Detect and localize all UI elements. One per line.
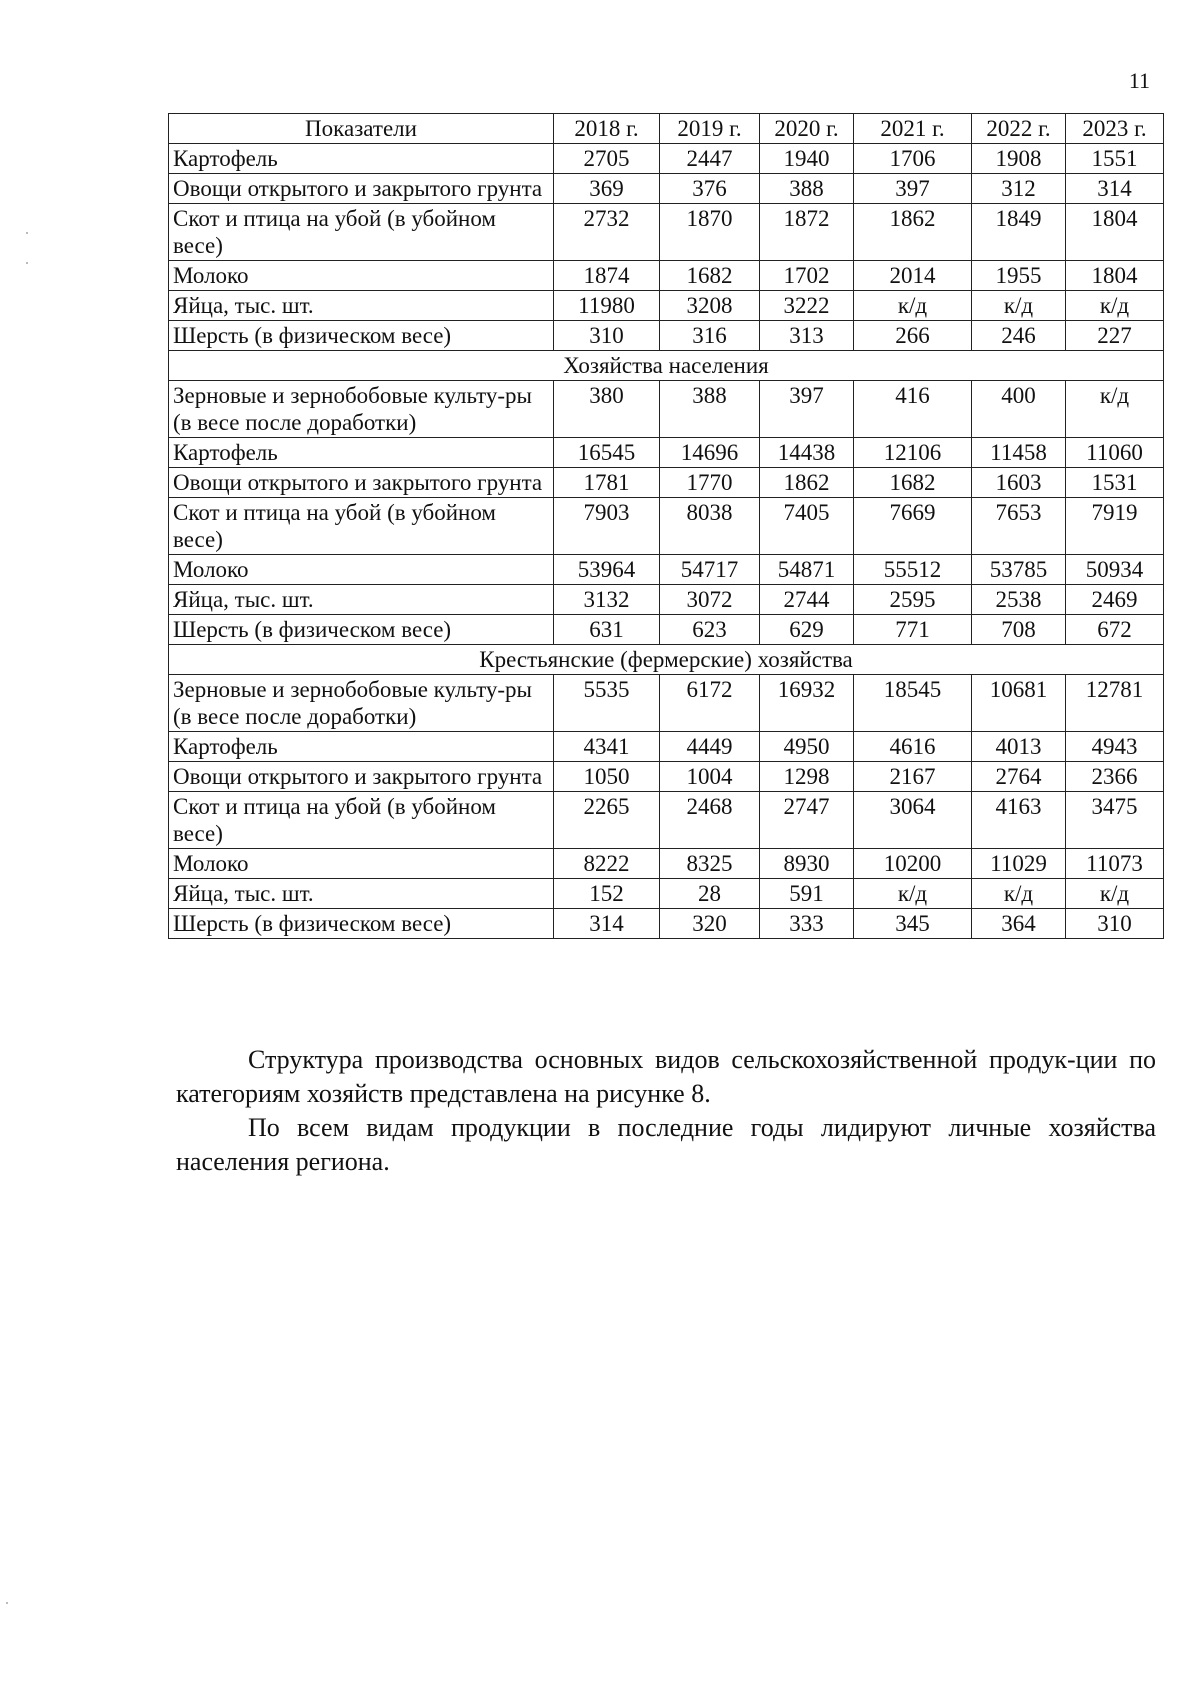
row-value: 7669 bbox=[854, 498, 972, 555]
paragraph-leaders: По всем видам продукции в последние годы лидируют личные хозяйства населения региона. bbox=[176, 1113, 1156, 1176]
row-value: к/д bbox=[1066, 291, 1164, 321]
row-value: 1781 bbox=[554, 468, 660, 498]
row-value: к/д bbox=[1066, 879, 1164, 909]
row-value: 3208 bbox=[660, 291, 760, 321]
row-value: 3132 bbox=[554, 585, 660, 615]
row-value: 2705 bbox=[554, 144, 660, 174]
row-value: 227 bbox=[1066, 321, 1164, 351]
row-value: 16932 bbox=[760, 675, 854, 732]
row-value: 10200 bbox=[854, 849, 972, 879]
row-label: Молоко bbox=[169, 555, 554, 585]
row-value: 1804 bbox=[1066, 261, 1164, 291]
row-value: 312 bbox=[972, 174, 1066, 204]
row-value: 7903 bbox=[554, 498, 660, 555]
table-row bbox=[169, 732, 1164, 762]
row-value: 1298 bbox=[760, 762, 854, 792]
paragraph-structure: Структура производства основных видов сельскохозяйственной продук-ции по категориям хозяйств представлена на рисунке 8. bbox=[176, 1045, 1156, 1108]
row-value: 4616 bbox=[854, 732, 972, 762]
row-value: 314 bbox=[1066, 174, 1164, 204]
row-value: 1050 bbox=[554, 762, 660, 792]
row-value: 1955 bbox=[972, 261, 1066, 291]
row-value: 54717 bbox=[660, 555, 760, 585]
section-households-title: Хозяйства населения bbox=[169, 351, 1164, 381]
row-value: 11980 bbox=[554, 291, 660, 321]
row-value: 310 bbox=[1066, 909, 1164, 939]
row-value: 345 bbox=[854, 909, 972, 939]
header-year-2023: 2023 г. bbox=[1066, 114, 1164, 144]
row-value: 7405 bbox=[760, 498, 854, 555]
row-value: 388 bbox=[760, 174, 854, 204]
row-value: 5535 bbox=[554, 675, 660, 732]
row-value: 313 bbox=[760, 321, 854, 351]
row-value: 631 bbox=[554, 615, 660, 645]
table-row bbox=[169, 879, 1164, 909]
row-label: Картофель bbox=[169, 732, 554, 762]
row-value: 11060 bbox=[1066, 438, 1164, 468]
row-value: 1702 bbox=[760, 261, 854, 291]
row-value: 1940 bbox=[760, 144, 854, 174]
row-value: 2014 bbox=[854, 261, 972, 291]
table-row bbox=[169, 675, 1164, 732]
row-label: Молоко bbox=[169, 261, 554, 291]
table-row bbox=[169, 909, 1164, 939]
row-value: 1804 bbox=[1066, 204, 1164, 261]
section-households-row bbox=[169, 351, 1164, 381]
section-farms-title: Крестьянские (фермерские) хозяйства bbox=[169, 645, 1164, 675]
row-value: 8038 bbox=[660, 498, 760, 555]
table-row bbox=[169, 291, 1164, 321]
table-row bbox=[169, 321, 1164, 351]
row-label: Скот и птица на убой (в убойном весе) bbox=[169, 498, 554, 555]
row-value: 12781 bbox=[1066, 675, 1164, 732]
header-year-2019: 2019 г. bbox=[660, 114, 760, 144]
table-row bbox=[169, 438, 1164, 468]
row-value: 3064 bbox=[854, 792, 972, 849]
row-value: 310 bbox=[554, 321, 660, 351]
row-value: 1551 bbox=[1066, 144, 1164, 174]
row-value: 2747 bbox=[760, 792, 854, 849]
row-value: 2538 bbox=[972, 585, 1066, 615]
row-value: 4950 bbox=[760, 732, 854, 762]
row-label: Овощи открытого и закрытого грунта bbox=[169, 468, 554, 498]
row-value: 1682 bbox=[854, 468, 972, 498]
row-label: Яйца, тыс. шт. bbox=[169, 585, 554, 615]
row-value: 320 bbox=[660, 909, 760, 939]
table-row bbox=[169, 849, 1164, 879]
row-value: 7653 bbox=[972, 498, 1066, 555]
header-year-2018: 2018 г. bbox=[554, 114, 660, 144]
section-farms-row bbox=[169, 645, 1164, 675]
row-value: 3475 bbox=[1066, 792, 1164, 849]
row-value: к/д bbox=[972, 291, 1066, 321]
row-value: 2265 bbox=[554, 792, 660, 849]
row-value: 4943 bbox=[1066, 732, 1164, 762]
table-row bbox=[169, 381, 1164, 438]
table-row bbox=[169, 498, 1164, 555]
table-row bbox=[169, 174, 1164, 204]
row-value: 16545 bbox=[554, 438, 660, 468]
row-value: 2744 bbox=[760, 585, 854, 615]
row-value: 771 bbox=[854, 615, 972, 645]
row-value: 1908 bbox=[972, 144, 1066, 174]
row-value: 8325 bbox=[660, 849, 760, 879]
row-value: 11073 bbox=[1066, 849, 1164, 879]
row-value: 376 bbox=[660, 174, 760, 204]
row-value: 591 bbox=[760, 879, 854, 909]
row-label: Шерсть (в физическом весе) bbox=[169, 909, 554, 939]
row-value: 629 bbox=[760, 615, 854, 645]
row-value: к/д bbox=[1066, 381, 1164, 438]
row-value: 400 bbox=[972, 381, 1066, 438]
table-row bbox=[169, 468, 1164, 498]
row-value: 316 bbox=[660, 321, 760, 351]
scan-speck bbox=[26, 262, 28, 264]
row-value: 1603 bbox=[972, 468, 1066, 498]
row-value: 14438 bbox=[760, 438, 854, 468]
row-label: Яйца, тыс. шт. bbox=[169, 291, 554, 321]
row-value: к/д bbox=[854, 291, 972, 321]
row-value: 2468 bbox=[660, 792, 760, 849]
row-value: 54871 bbox=[760, 555, 854, 585]
row-value: 1862 bbox=[854, 204, 972, 261]
row-value: 152 bbox=[554, 879, 660, 909]
row-value: 11029 bbox=[972, 849, 1066, 879]
row-value: 708 bbox=[972, 615, 1066, 645]
table-header-row bbox=[169, 114, 1164, 144]
row-value: 50934 bbox=[1066, 555, 1164, 585]
row-label: Картофель bbox=[169, 438, 554, 468]
row-value: 12106 bbox=[854, 438, 972, 468]
page-number: 11 bbox=[1128, 68, 1150, 93]
row-value: 1870 bbox=[660, 204, 760, 261]
row-label: Скот и птица на убой (в убойном весе) bbox=[169, 792, 554, 849]
table-row bbox=[169, 261, 1164, 291]
table-row bbox=[169, 792, 1164, 849]
header-indicators: Показатели bbox=[169, 114, 554, 144]
row-label: Зерновые и зернобобовые культу-ры (в весе после доработки) bbox=[169, 381, 554, 438]
row-value: 2732 bbox=[554, 204, 660, 261]
row-value: 1862 bbox=[760, 468, 854, 498]
row-value: 397 bbox=[854, 174, 972, 204]
row-label: Молоко bbox=[169, 849, 554, 879]
row-value: 2447 bbox=[660, 144, 760, 174]
row-value: 6172 bbox=[660, 675, 760, 732]
row-value: 3072 bbox=[660, 585, 760, 615]
row-label: Зерновые и зернобобовые культу-ры (в весе после доработки) bbox=[169, 675, 554, 732]
table-row bbox=[169, 615, 1164, 645]
row-value: 397 bbox=[760, 381, 854, 438]
row-value: 1872 bbox=[760, 204, 854, 261]
header-year-2020: 2020 г. bbox=[760, 114, 854, 144]
row-value: 2595 bbox=[854, 585, 972, 615]
production-table bbox=[168, 113, 1164, 939]
row-label: Овощи открытого и закрытого грунта bbox=[169, 762, 554, 792]
row-value: 314 bbox=[554, 909, 660, 939]
row-value: 380 bbox=[554, 381, 660, 438]
row-label: Картофель bbox=[169, 144, 554, 174]
table-row bbox=[169, 204, 1164, 261]
row-value: 2469 bbox=[1066, 585, 1164, 615]
table-row bbox=[169, 762, 1164, 792]
row-value: 4163 bbox=[972, 792, 1066, 849]
row-value: 388 bbox=[660, 381, 760, 438]
header-year-2021: 2021 г. bbox=[854, 114, 972, 144]
row-value: 10681 bbox=[972, 675, 1066, 732]
row-value: 416 bbox=[854, 381, 972, 438]
row-value: 1531 bbox=[1066, 468, 1164, 498]
row-value: 3222 bbox=[760, 291, 854, 321]
row-value: 28 bbox=[660, 879, 760, 909]
scan-speck bbox=[26, 232, 28, 234]
table-row bbox=[169, 585, 1164, 615]
row-value: 1874 bbox=[554, 261, 660, 291]
row-value: 8222 bbox=[554, 849, 660, 879]
row-value: 672 bbox=[1066, 615, 1164, 645]
row-value: 4449 bbox=[660, 732, 760, 762]
table-row bbox=[169, 144, 1164, 174]
row-label: Шерсть (в физическом весе) bbox=[169, 615, 554, 645]
scan-speck bbox=[6, 1602, 8, 1604]
row-value: 1770 bbox=[660, 468, 760, 498]
row-label: Шерсть (в физическом весе) bbox=[169, 321, 554, 351]
row-label: Овощи открытого и закрытого грунта bbox=[169, 174, 554, 204]
table-body bbox=[169, 144, 1164, 939]
row-value: к/д bbox=[972, 879, 1066, 909]
row-value: 8930 bbox=[760, 849, 854, 879]
row-value: 11458 bbox=[972, 438, 1066, 468]
row-value: 364 bbox=[972, 909, 1066, 939]
row-value: 4341 bbox=[554, 732, 660, 762]
row-value: 1682 bbox=[660, 261, 760, 291]
row-value: 53785 bbox=[972, 555, 1066, 585]
row-value: 333 bbox=[760, 909, 854, 939]
row-value: 246 bbox=[972, 321, 1066, 351]
row-value: 1004 bbox=[660, 762, 760, 792]
row-value: 2167 bbox=[854, 762, 972, 792]
table-row bbox=[169, 555, 1164, 585]
row-value: 53964 bbox=[554, 555, 660, 585]
row-label: Яйца, тыс. шт. bbox=[169, 879, 554, 909]
row-value: 4013 bbox=[972, 732, 1066, 762]
row-value: 2764 bbox=[972, 762, 1066, 792]
row-value: 1706 bbox=[854, 144, 972, 174]
row-value: 55512 bbox=[854, 555, 972, 585]
row-value: к/д bbox=[854, 879, 972, 909]
row-label: Скот и птица на убой (в убойном весе) bbox=[169, 204, 554, 261]
row-value: 18545 bbox=[854, 675, 972, 732]
row-value: 623 bbox=[660, 615, 760, 645]
row-value: 1849 bbox=[972, 204, 1066, 261]
row-value: 14696 bbox=[660, 438, 760, 468]
row-value: 7919 bbox=[1066, 498, 1164, 555]
row-value: 369 bbox=[554, 174, 660, 204]
row-value: 266 bbox=[854, 321, 972, 351]
header-year-2022: 2022 г. bbox=[972, 114, 1066, 144]
row-value: 2366 bbox=[1066, 762, 1164, 792]
